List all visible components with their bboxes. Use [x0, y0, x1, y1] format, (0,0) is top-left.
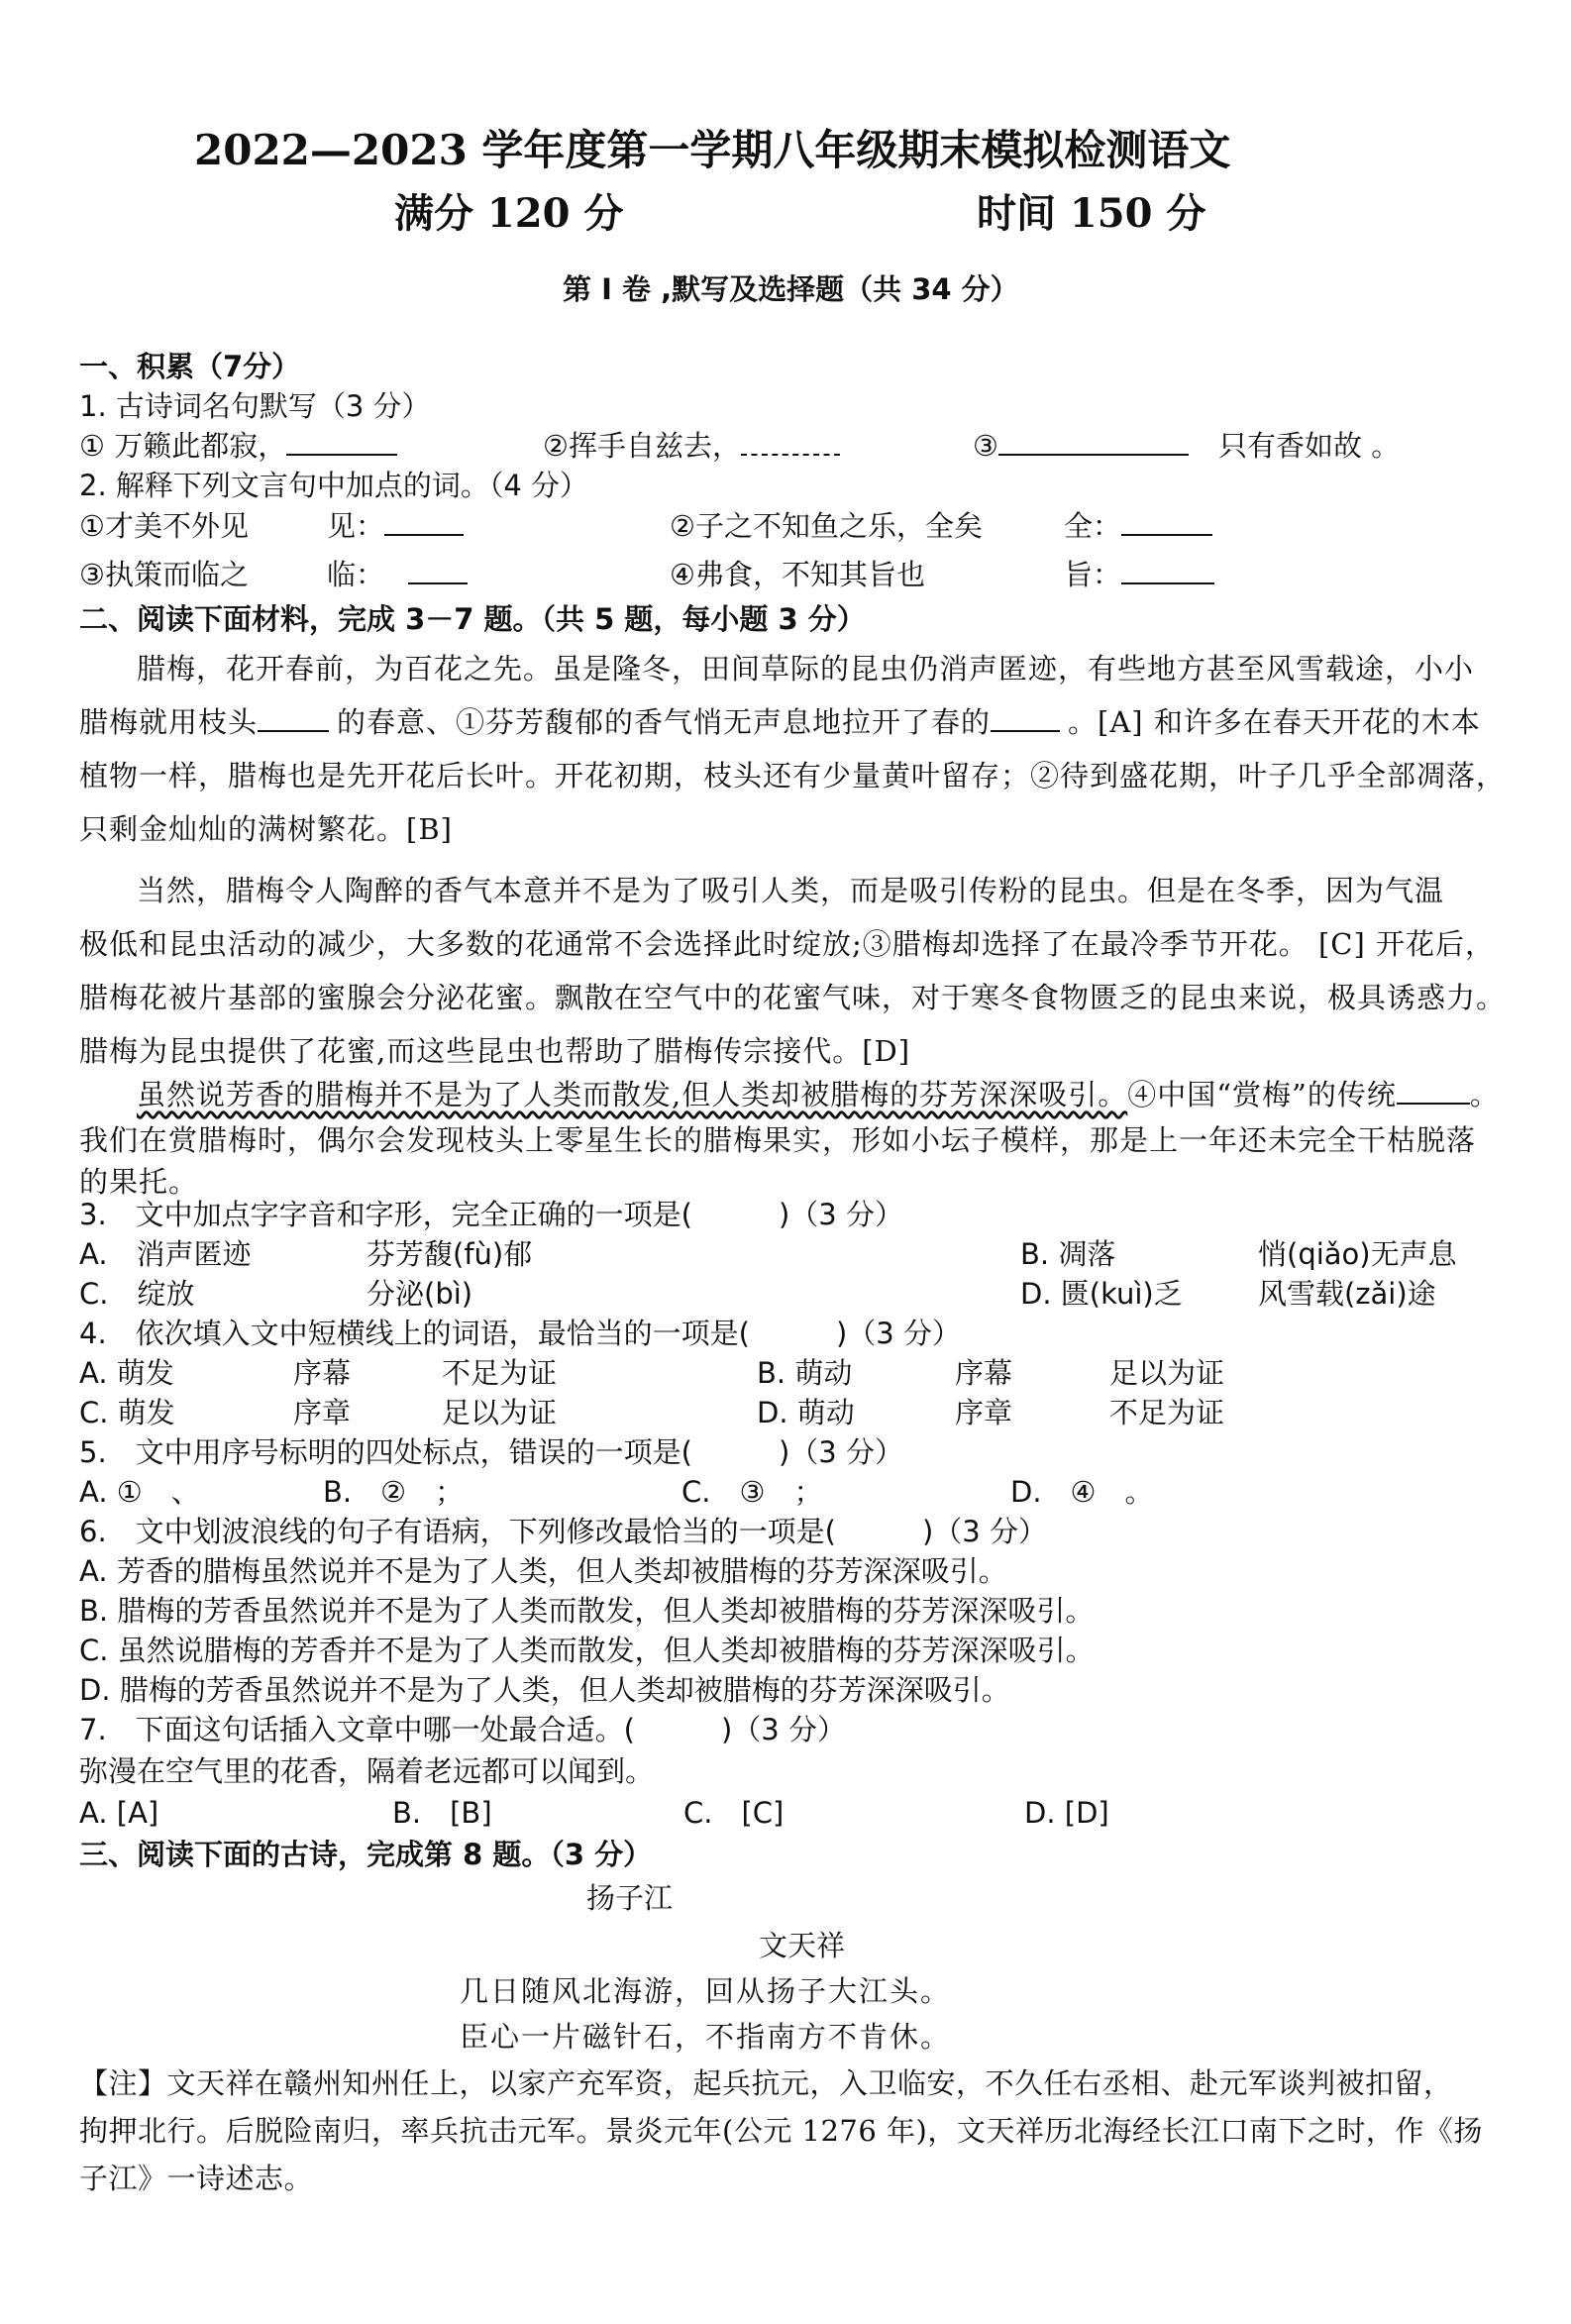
p1-line1: 腊梅，花开春前，为百花之先。虽是隆冬，田间草际的昆虫仍消声匿迹，有些地方甚至风雪载途，小小	[137, 652, 1475, 686]
q3-c-mid: 分泌(bì)	[367, 1277, 473, 1311]
q3-a-left: A. 消声匿迹	[79, 1237, 252, 1271]
poem-author: 文天祥	[759, 1929, 846, 1962]
q1-b-blank[interactable]	[741, 428, 840, 456]
p3-l1-end: 。	[1469, 1078, 1500, 1111]
q3-b-right: 悄(qiǎo)无声息	[1258, 1237, 1457, 1271]
q4-d-3: 不足为证	[1109, 1396, 1225, 1429]
exam-title: 2022—2023 学年度第一学期八年级期末模拟检测语文	[194, 126, 1231, 174]
p3-line3: 的果托。	[79, 1165, 199, 1199]
q3-a-mid: 芬芳馥(fù)郁	[367, 1237, 533, 1271]
p2-line1: 当然，腊梅令人陶醉的香气本意并不是为了吸引人类，而是吸引传粉的昆虫。但是在冬季，因为气温	[137, 874, 1445, 907]
q4-a-1: A. 萌发	[79, 1356, 174, 1390]
q1-c-blank[interactable]	[998, 428, 1189, 456]
p1-line3: 植物一样，腊梅也是先开花后长叶。开花初期，枝头还有少量黄叶留存；②待到盛花期，叶子几乎全部凋落，	[79, 759, 1507, 792]
p1-l2-a: 腊梅就用枝头	[79, 705, 259, 739]
q6-b: B. 腊梅的芳香虽然说并不是为了人类而散发，但人类却被腊梅的芬芳深深吸引。	[79, 1594, 1095, 1628]
q2-b-sentence: ②子之不知鱼之乐，全矣	[670, 509, 983, 543]
q3-b-left: B. 凋落	[1020, 1237, 1116, 1271]
q2-a-blank[interactable]	[384, 508, 464, 536]
poem-line2: 臣心一片磁针石，不指南方不肯休。	[460, 2020, 952, 2054]
q7-stem: 7. 下面这句话插入文章中哪一处最合适。( )（3 分）	[79, 1713, 846, 1746]
q5-a: A. ① 、	[79, 1475, 200, 1509]
note-line1: 【注】文天祥在赣州知州任上，以家产充军资，起兵抗元，入卫临安，不久任右丞相、赴元军谈判被扣留，	[79, 2066, 1453, 2100]
q2-c-label: 临：	[327, 558, 385, 591]
q7-c: C. [C]	[683, 1796, 785, 1830]
q4-b-3: 足以为证	[1109, 1356, 1225, 1390]
q1-stem: 1. 古诗词名句默写（3 分）	[79, 389, 431, 423]
p3-wavy-sentence: 虽然说芳香的腊梅并不是为了人类而散发,但人类却被腊梅的芬芳深深吸引。	[137, 1078, 1128, 1111]
q2-c-sentence: ③执策而临之	[79, 558, 249, 591]
q6-c: C. 虽然说腊梅的芳香并不是为了人类而散发，但人类却被腊梅的芬芳深深吸引。	[79, 1634, 1095, 1667]
q4-c-1: C. 萌发	[79, 1396, 175, 1429]
section1-heading: 一、积累（7分）	[79, 350, 301, 383]
q1-c-num: ③	[973, 429, 998, 463]
q1-line-a	[79, 426, 397, 466]
q2-stem: 2. 解释下列文言句中加点的词。（4 分）	[79, 469, 589, 502]
q7-sentence: 弥漫在空气里的花香，隔着老远都可以闻到。	[79, 1754, 655, 1788]
q7-a: A. [A]	[79, 1796, 159, 1830]
note-line2: 拘押北行。后脱险南归，率兵抗击元军。景炎元年(公元 1276 年)，文天祥历北海经长江口南下之时，作《扬	[79, 2114, 1483, 2148]
q2-c-word	[327, 555, 468, 594]
q6-a: A. 芳香的腊梅虽然说并不是为了人类，但人类却被腊梅的芬芳深深吸引。	[79, 1554, 1007, 1588]
p1-line2	[79, 695, 1481, 749]
q1-line-b	[543, 426, 840, 466]
q4-d-1: D. 萌动	[757, 1396, 855, 1429]
p2-line2: 极低和昆虫活动的减少，大多数的花通常不会选择此时绽放;③腊梅却选择了在最冷季节开花。 [C] 开花后，	[79, 927, 1496, 961]
q2-b-blank[interactable]	[1121, 508, 1212, 536]
q2-d-sentence: ④弗食，不知其旨也	[670, 558, 925, 591]
poem-title: 扬子江	[586, 1881, 674, 1915]
p1-blank1[interactable]	[258, 704, 329, 732]
q2-d-word	[1064, 555, 1214, 594]
q2-a-word	[327, 506, 464, 546]
q7-d: D. [D]	[1024, 1796, 1109, 1830]
q4-d-2: 序章	[955, 1396, 1013, 1429]
q4-c-3: 足以为证	[442, 1396, 558, 1429]
poem-line1: 几日随风北海游，回从扬子大江头。	[460, 1974, 952, 2008]
p2-line3: 腊梅花被片基部的蜜腺会分泌花蜜。飘散在空气中的花蜜气味，对于寒冬食物匮乏的昆虫来说，极具诱惑力。	[79, 981, 1507, 1014]
q6-d: D. 腊梅的芳香虽然说并不是为了人类，但人类却被腊梅的芬芳深深吸引。	[79, 1673, 1010, 1707]
q1-b-text: ②挥手自兹去，	[543, 429, 741, 463]
q4-c-2: 序章	[293, 1396, 352, 1429]
p3-l1-rest: ④中国“赏梅”的传统	[1127, 1078, 1397, 1111]
q2-c-blank[interactable]	[408, 557, 468, 584]
q3-stem: 3. 文中加点字字音和字形，完全正确的一项是( )（3 分）	[79, 1198, 903, 1231]
p3-blank[interactable]	[1397, 1077, 1470, 1105]
p1-l2-b: 的春意、①芬芳馥郁的香气悄无声息地拉开了春的	[337, 705, 992, 739]
q4-b-1: B. 萌动	[757, 1356, 853, 1390]
p1-blank2[interactable]	[991, 704, 1060, 732]
p3-line2: 我们在赏腊梅时，偶尔会发现枝头上零星生长的腊梅果实，形如小坛子模样，那是上一年还未完全干枯脱落	[79, 1123, 1477, 1157]
q3-d-right: 风雪载(zǎi)途	[1258, 1277, 1436, 1311]
q2-a-sentence: ①才美不外见	[79, 509, 249, 543]
p1-l2-c: 。[A] 和许多在春天开花的木本	[1068, 705, 1481, 739]
q2-d-label: 旨：	[1064, 558, 1122, 591]
section2-heading: 二、阅读下面材料，完成 3－7 题。（共 5 题，每小题 3 分）	[79, 602, 866, 636]
q1-line-c	[973, 426, 1400, 466]
q4-stem: 4. 依次填入文中短横线上的词语，最恰当的一项是( )（3 分）	[79, 1317, 961, 1350]
volume-heading: 第 I 卷 ,默写及选择题（共 34 分）	[563, 272, 1019, 306]
q1-a-text: ① 万籁此都寂，	[79, 429, 287, 463]
q6-stem: 6. 文中划波浪线的句子有语病，下列修改最恰当的一项是( )（3 分）	[79, 1515, 1047, 1548]
exam-time: 时间 150 分	[977, 190, 1206, 237]
q5-stem: 5. 文中用序号标明的四处标点，错误的一项是( )（3 分）	[79, 1435, 903, 1469]
q2-b-label: 全：	[1064, 509, 1122, 543]
q1-a-blank[interactable]	[286, 428, 397, 456]
q2-a-label: 见：	[327, 509, 385, 543]
full-score: 满分 120 分	[394, 190, 624, 237]
p1-line4: 只剩金灿灿的满树繁花。[B]	[79, 812, 453, 846]
q2-d-blank[interactable]	[1121, 557, 1214, 584]
q3-c-left: C. 绽放	[79, 1277, 195, 1311]
q1-c-text: 只有香如故 。	[1218, 429, 1401, 463]
q4-a-3: 不足为证	[442, 1356, 558, 1390]
q3-d-left: D. 匮(kuì)乏	[1020, 1277, 1183, 1311]
section3-heading: 三、阅读下面的古诗，完成第 8 题。（3 分）	[79, 1838, 653, 1871]
q2-b-word	[1064, 506, 1212, 546]
q5-c: C. ③ ；	[681, 1475, 823, 1509]
note-line3: 子江》一诗述志。	[79, 2162, 314, 2195]
q5-d: D. ④ 。	[1010, 1475, 1154, 1509]
q4-a-2: 序幕	[293, 1356, 352, 1390]
q4-b-2: 序幕	[955, 1356, 1013, 1390]
q5-b: B. ② ；	[323, 1475, 465, 1509]
q7-b: B. [B]	[392, 1796, 492, 1830]
p2-line4: 腊梅为昆虫提供了花蜜,而这些昆虫也帮助了腊梅传宗接代。[D]	[79, 1034, 911, 1068]
